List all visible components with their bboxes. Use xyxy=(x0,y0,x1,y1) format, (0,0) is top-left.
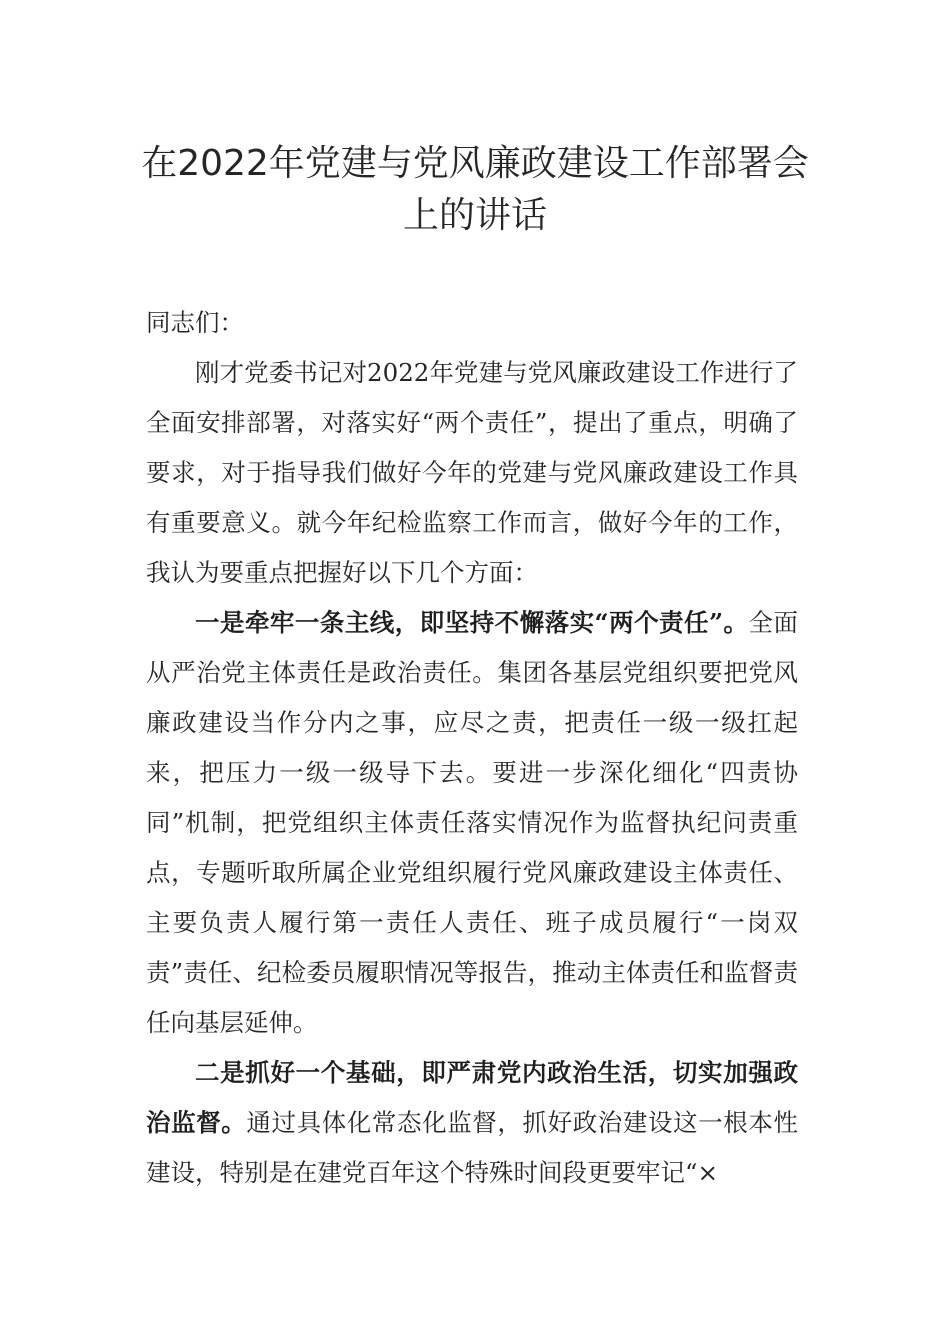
paragraph-point-one xyxy=(146,598,798,1048)
document-title: 在2022年党建与党风廉政建设工作部署会上的讲话 xyxy=(141,143,809,236)
paragraph-point-two-heading: 二是抓好一个基础，即严肃党内政治生活，切实加强政治监督。 xyxy=(146,1058,798,1137)
paragraph-intro-text: 刚才党委书记对2022年党建与党风廉政建设工作进行了全面安排部署，对落实好“两个责任”，提出了重点，明确了要求，对于指导我们做好今年的党建与党风廉政建设工作具有重要意义。就今年纪检监察工作而言，做好今年的工作，我认为要重点把握好以下几个方面： xyxy=(146,358,798,587)
document-body xyxy=(146,298,798,1198)
paragraph-intro xyxy=(146,348,798,598)
paragraph-point-one-heading: 一是牵牢一条主线，即坚持不懈落实“两个责任”。 xyxy=(195,608,749,637)
paragraph-point-two xyxy=(146,1048,798,1198)
paragraph-point-one-text: 全面从严治党主体责任是政治责任。集团各基层党组织要把党风廉政建设当作分内之事，应尽之责，把责任一级一级扛起来，把压力一级一级导下去。要进一步深化细化“四责协同”机制，把党组织主体责任落实情况作为监督执纪问责重点，专题听取所属企业党组织履行党风廉政建设主体责任、主要负责人履行第一责任人责任、班子成员履行“一岗双责”责任、纪检委员履职情况等报告，推动主体责任和监督责任向基层延伸。 xyxy=(146,608,799,1037)
paragraph-point-two-text: 通过具体化常态化监督，抓好政治建设这一根本性建设，特别是在建党百年这个特殊时间段更要牢记“× xyxy=(146,1108,799,1187)
salutation: 同志们： xyxy=(146,308,244,337)
